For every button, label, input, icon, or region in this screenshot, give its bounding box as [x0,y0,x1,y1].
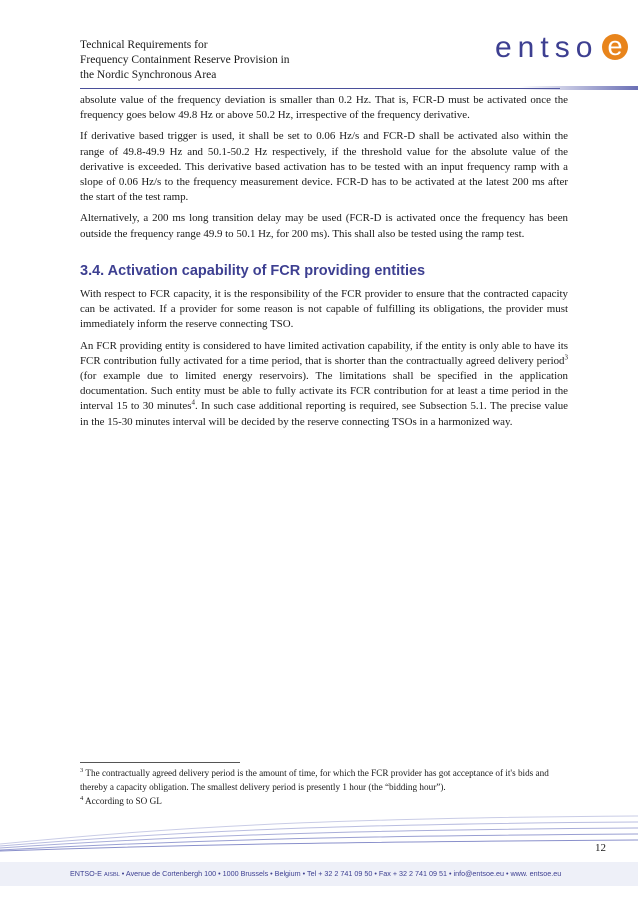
footer-contact [70,869,630,878]
paragraph [80,339,568,430]
title-line-3: the Nordic Synchronous Area [80,69,217,81]
paragraph-text: An FCR providing entity is considered to have limited activation capability, if the entity is only able to have its FCR contribution fully activated for a time period, that is shorter than the contractually agreed delivery period [80,339,568,367]
paragraph: absolute value of the frequency deviation is smaller than 0.2 Hz. That is, FCR-D must be activated once the frequency goes below 49.8 Hz or above 50.2 Hz, irrespective of the frequency derivative. [80,94,568,122]
wave-line [0,816,638,844]
title-line-2: Frequency Containment Reserve Provision in [80,54,290,66]
footnote-reference[interactable]: 3 [564,353,568,362]
paragraph: If derivative based trigger is used, it shall be set to 0.06 Hz/s and FCR-D shall be activated also within the range of 49.8-49.9 Hz and 50.1-50.2 Hz respectively, if the threshold value for the absolute value of the derivative is exceeded. This derivative based activation has to be tested with an input frequency ramp with a slope of 0.06 Hz/s to the frequency measurement device. FCR-D has to be activated at the latest 200 ms after the start of the test ramp. [80,130,568,204]
footnote-mark: 3 [80,766,84,774]
page-number: 12 [595,842,606,854]
paragraph-text: (for example due to limited energy reservoirs). The limitations shall be specified in the application documentation. Such entity must be able to fully activate its FCR contribution for at least a time period in the interval 15 to 30 minutes [80,370,568,413]
footnote [80,794,570,808]
paragraph: Alternatively, a 200 ms long transition delay may be used (FCR-D is activated once the frequency has been outside the frequency range 49.9 to 50.1 Hz, for 200 ms). This shall also be tested using the ramp test. [80,212,568,240]
document-body [80,93,568,436]
footer-address: • Avenue de Cortenbergh 100 • 1000 Brussels • Belgium • Tel + 32 2 741 09 50 • Fax + 32 2 741 09 51 • info@entsoe.eu • www. entsoe.eu [119,869,562,878]
paragraph: With respect to FCR capacity, it is the responsibility of the FCR provider to ensure that the contracted capacity can be activated. If a provider for some reason is not capable of fulfilling its obligations, the provider must immediately inform the reserve connecting TSO. [80,288,568,331]
footnote-text: The contractually agreed delivery period is the amount of time, for which the FCR provider has got acceptance of it's bids and thereby a capacity obligation. The smallest delivery period is presently 1 hour (the “bidding hour”). [80,768,549,792]
footnote-reference[interactable]: 4 [191,398,195,407]
paragraph-text: . In such case additional reporting is required, see Subsection 5.1. The precise value in the 15-30 minutes interval will be decided by the reserve connecting TSOs in a harmonized way. [80,400,569,428]
title-line-1: Technical Requirements for [80,39,208,51]
footnote-text: According to SO GL [83,796,162,806]
entsoe-logo [495,28,635,68]
footnotes [80,766,570,808]
section-heading: 3.4. Activation capability of FCR providing entities [80,262,426,279]
header-divider [80,88,560,89]
footer-waves-decoration [0,810,638,852]
footer-org-suffix: AISBL [103,872,120,878]
document-title [80,38,380,83]
footnote-mark: 4 [80,794,84,802]
logo-wordmark: entso [495,31,599,64]
logo-e-circle-icon: e [602,34,628,60]
footnote-divider [80,762,240,763]
header-divider-accent [520,86,638,90]
footnote [80,766,570,794]
footer-org: ENTSO-E [70,869,102,878]
